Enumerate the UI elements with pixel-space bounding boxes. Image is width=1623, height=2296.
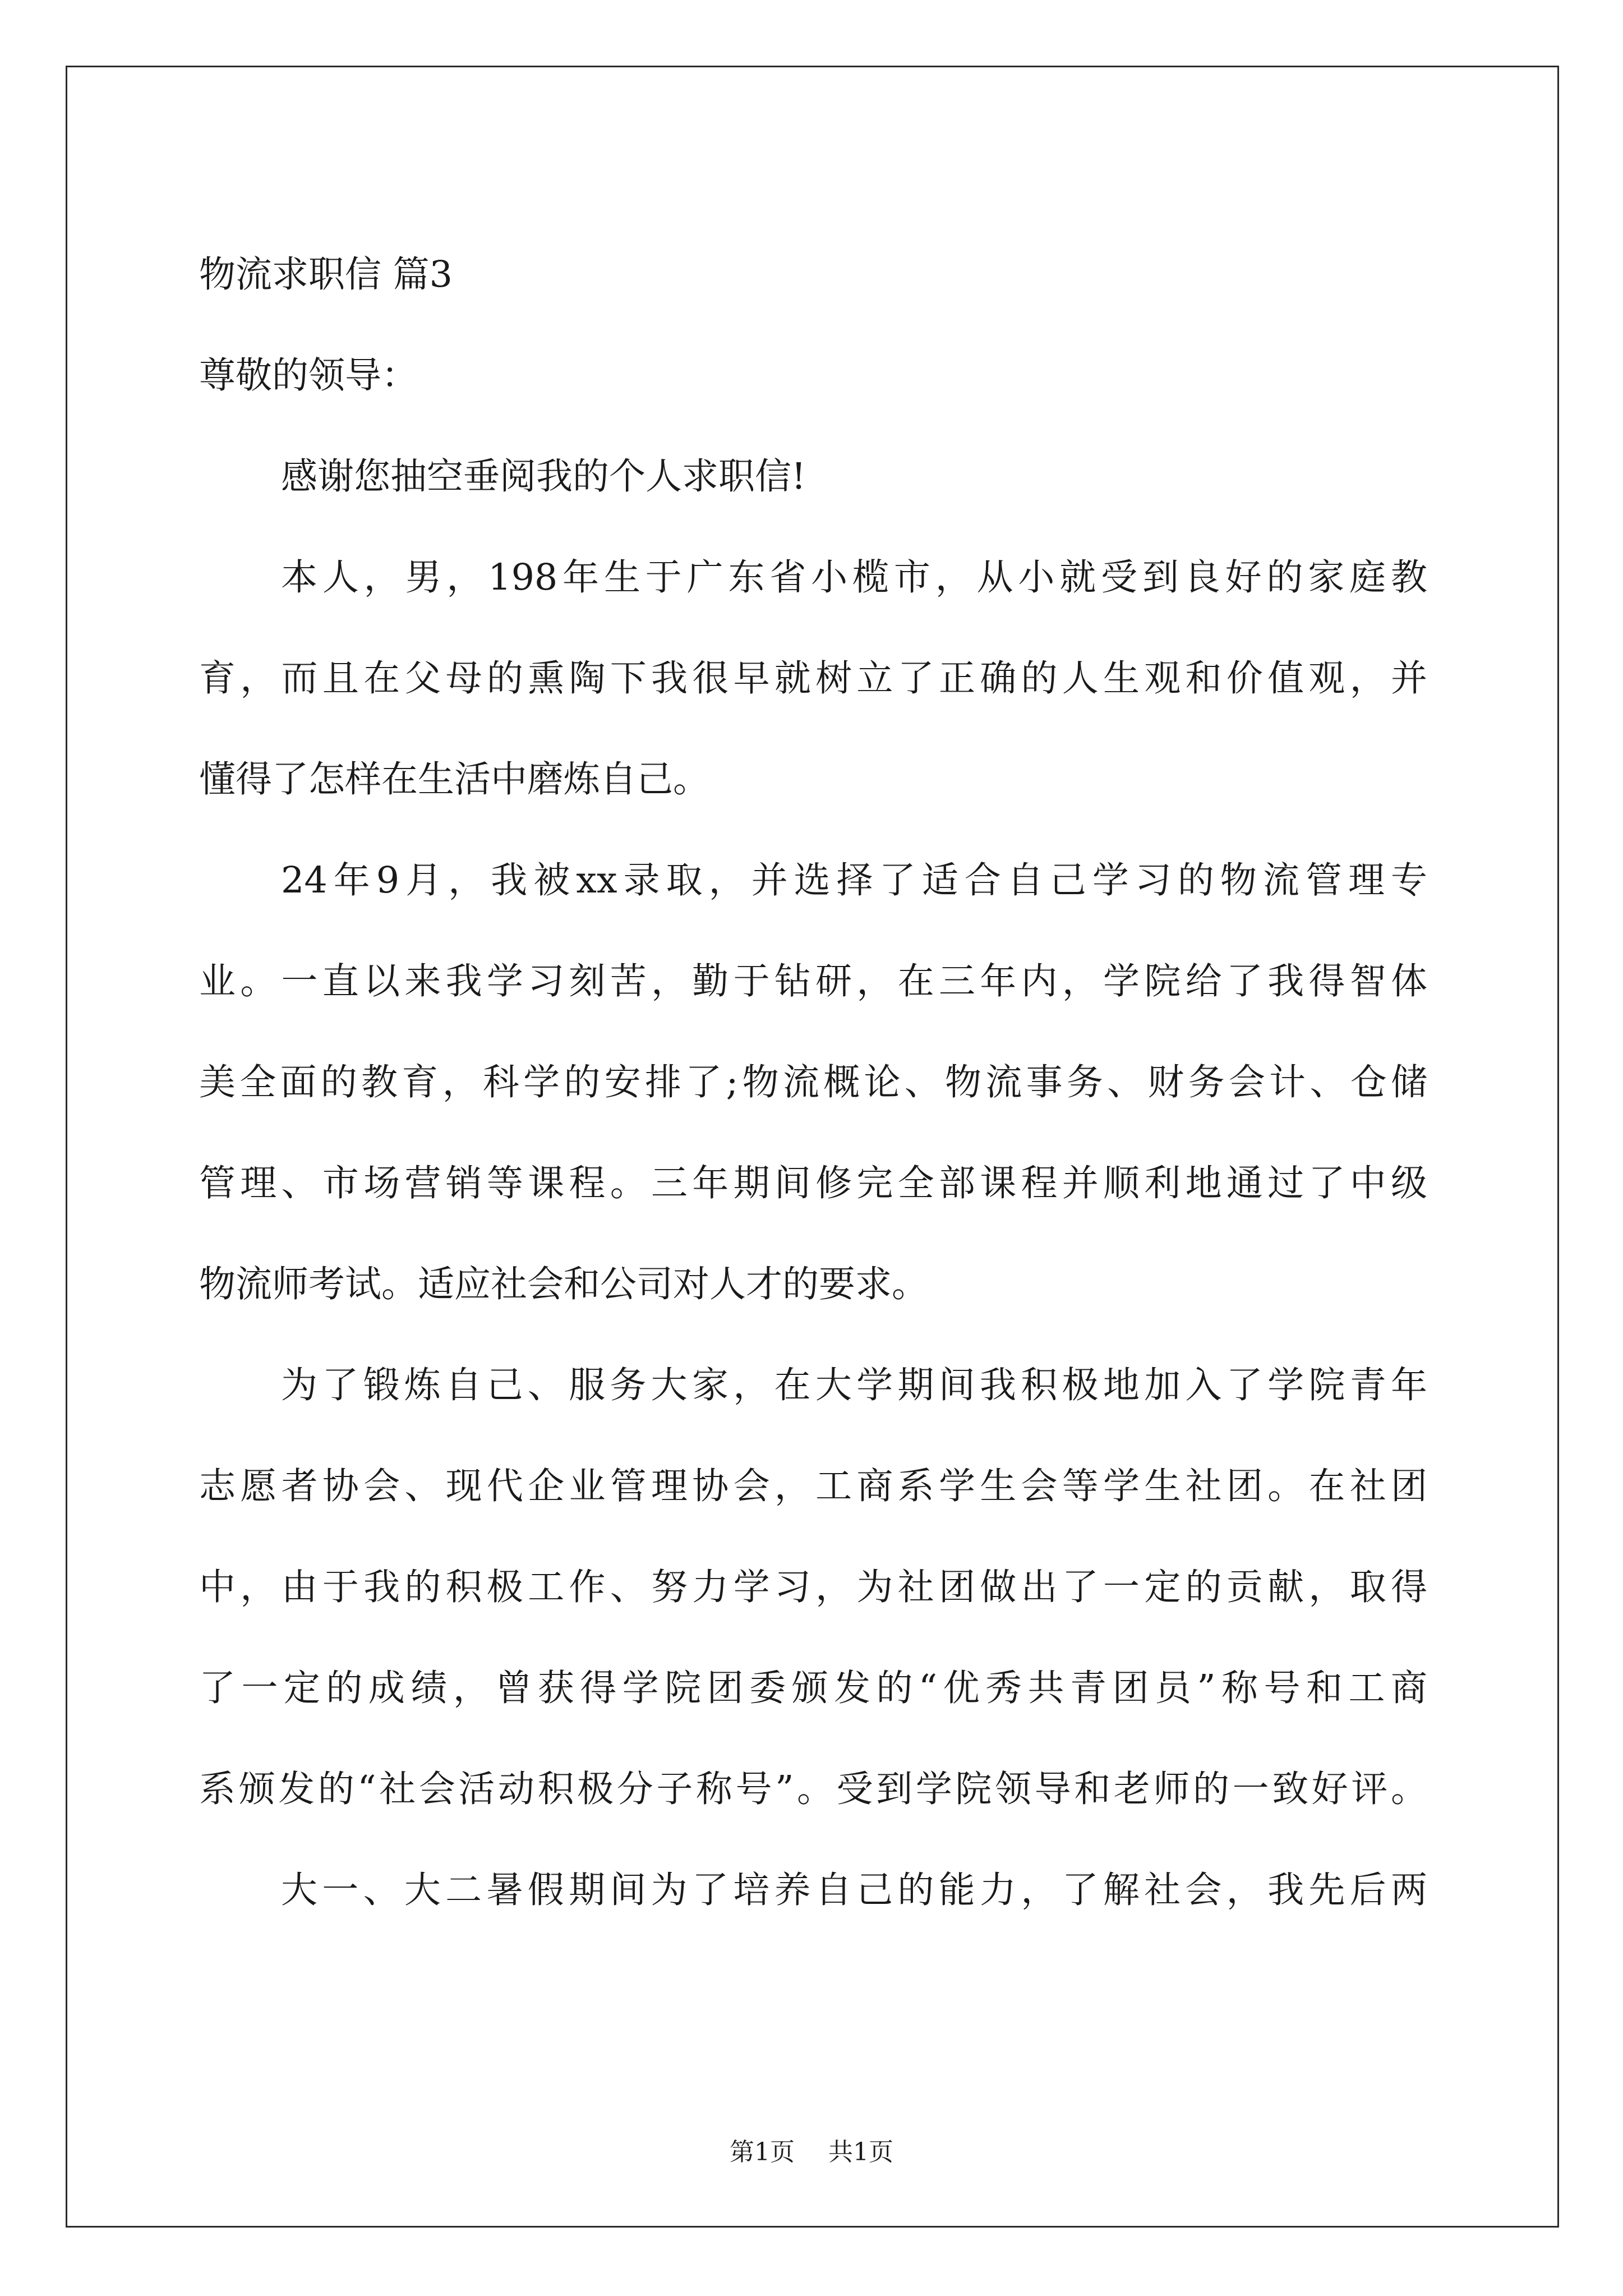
paragraph-line: 懂得了怎样在生活中磨炼自己。 [199,758,710,800]
page-number: 第1页 [730,2138,795,2166]
paragraph-line: 本人，男，198年生于广东省小榄市，从小就受到良好的家庭教 [281,556,1427,599]
paragraph-line: 了一定的成绩，曾获得学院团委颁发的“优秀共青团员”称号和工商 [199,1667,1427,1709]
paragraph-line: 志愿者协会、现代企业管理协会，工商系学生会等学生社团。在社团 [199,1465,1427,1507]
paragraph-line: 中，由于我的积极工作、努力学习，为社团做出了一定的贡献，取得 [199,1566,1427,1608]
paragraph-line: 育，而且在父母的熏陶下我很早就树立了正确的人生观和价值观，并 [199,657,1427,700]
paragraph-line: 大一、大二暑假期间为了培养自己的能力，了解社会，我先后两 [281,1869,1427,1911]
paragraph-line: 物流师考试。适应社会和公司对人才的要求。 [199,1263,929,1305]
paragraph-line: 管理、市场营销等课程。三年期间修完全部课程并顺利地通过了中级 [199,1162,1427,1204]
page-total: 共1页 [828,2138,893,2166]
document-title: 物流求职信 篇3 [199,254,453,296]
document-body [199,224,1427,1941]
paragraph-line: 24年9月，我被xx录取，并选择了适合自己学习的物流管理专 [281,859,1427,901]
paragraph-line: 美全面的教育，科学的安排了;物流概论、物流事务、财务会计、仓储 [199,1061,1427,1103]
page-footer [0,2132,1623,2168]
paragraph-line: 感谢您抽空垂阅我的个人求职信! [281,455,806,498]
paragraph-line: 业。一直以来我学习刻苦，勤于钻研，在三年内，学院给了我得智体 [199,960,1427,1002]
paragraph-line: 系颁发的“社会活动积极分子称号”。受到学院领导和老师的一致好评。 [199,1768,1427,1810]
salutation: 尊敬的领导： [199,355,418,397]
paragraph-line: 为了锻炼自己、服务大家，在大学期间我积极地加入了学院青年 [281,1364,1427,1406]
